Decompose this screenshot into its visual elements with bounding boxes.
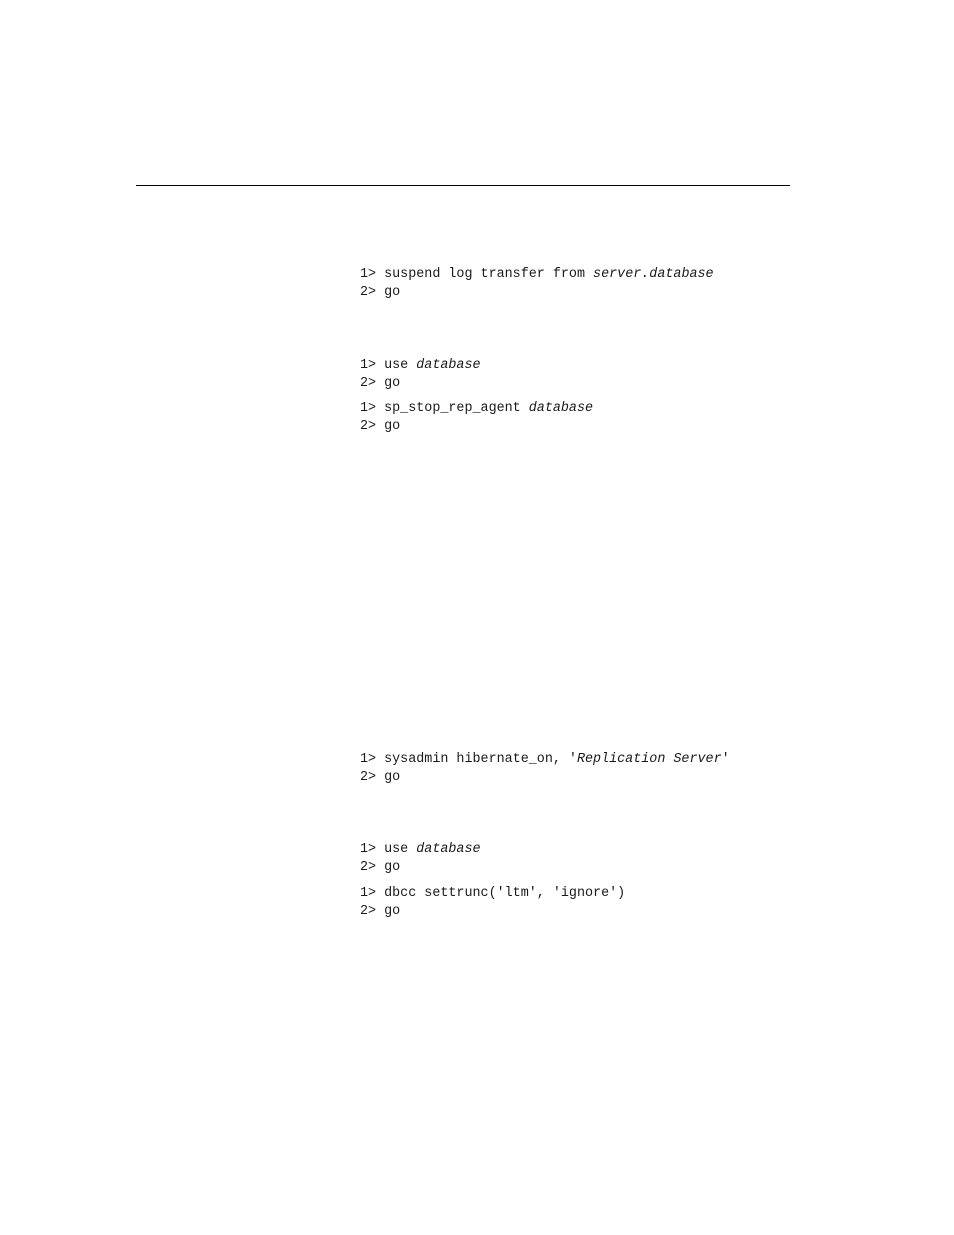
header-rule	[136, 185, 790, 186]
code-suspend-log-transfer	[360, 266, 714, 301]
code-line	[360, 400, 593, 418]
code-text: 1> sp_stop_rep_agent	[360, 401, 529, 416]
code-line: 2> go	[360, 769, 401, 785]
code-line: 2> go	[360, 903, 401, 919]
code-line	[360, 841, 481, 859]
code-line: 2> go	[360, 859, 401, 875]
code-text: 1> dbcc settrunc('ltm', 'ignore')	[360, 886, 626, 901]
code-line: 2> go	[360, 418, 401, 434]
code-placeholder: database	[416, 358, 481, 373]
code-text: 1> use	[360, 842, 417, 857]
code-text: '	[721, 752, 730, 767]
code-placeholder: database	[528, 401, 594, 416]
code-dbcc-settrunc	[360, 885, 625, 920]
code-placeholder: server.database	[593, 267, 714, 282]
code-use-database-2	[360, 841, 481, 876]
code-text: 1> use	[360, 358, 417, 373]
code-line	[360, 357, 481, 375]
code-placeholder: database	[416, 842, 481, 857]
code-line	[360, 885, 625, 903]
code-placeholder: Replication Server	[576, 752, 722, 767]
code-line: 2> go	[360, 284, 401, 300]
code-line: 2> go	[360, 375, 401, 391]
code-use-database	[360, 357, 481, 392]
code-line	[360, 751, 730, 769]
code-hibernate-on	[360, 751, 730, 786]
code-text: 1> suspend log transfer from	[360, 267, 594, 282]
code-line	[360, 266, 714, 284]
code-stop-rep-agent	[360, 400, 593, 435]
code-text: 1> sysadmin hibernate_on, '	[360, 752, 577, 767]
